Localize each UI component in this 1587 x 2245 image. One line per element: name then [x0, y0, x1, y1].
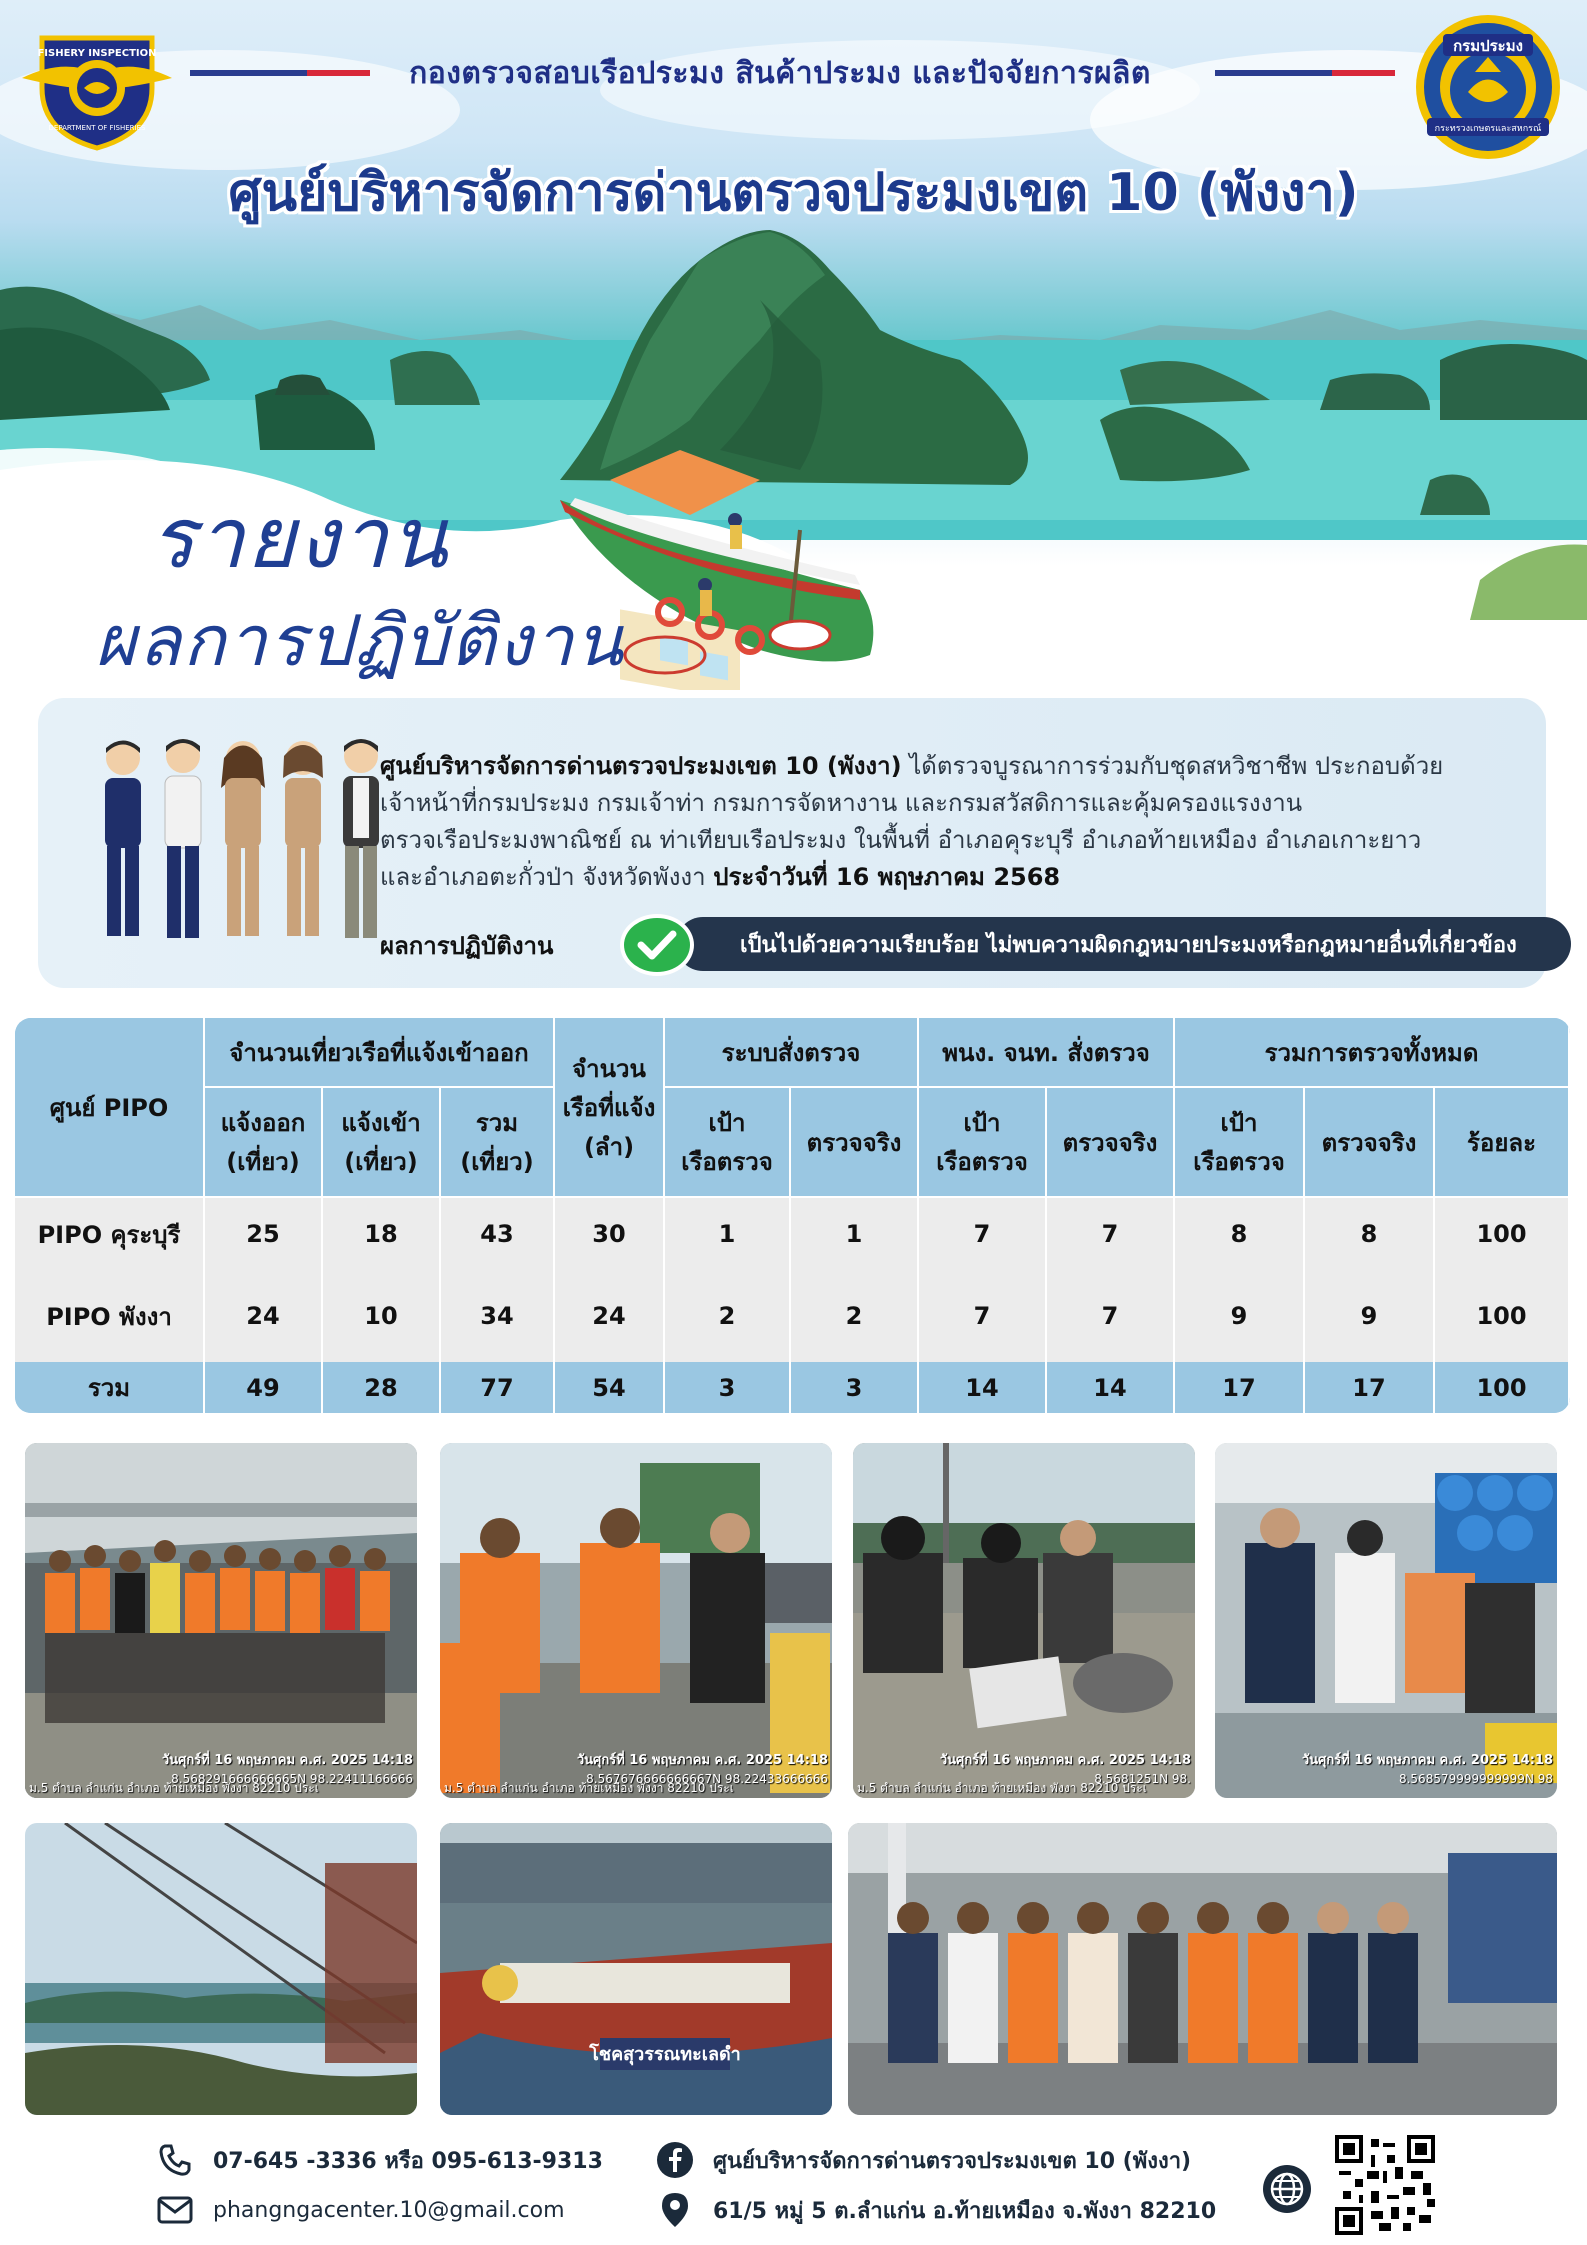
footer-address: [655, 2190, 1216, 2230]
summary-panel: [38, 698, 1546, 988]
phone-number: 07-645 -3336 หรือ 095-613-9313: [213, 2148, 603, 2174]
group-all: รวมการตรวจทั้งหมด: [1175, 1018, 1570, 1088]
photo-coordinates: 8.5681251N 98.: [1094, 1772, 1191, 1786]
logo-right-text-bottom: กระทรวงเกษตรและสหกรณ์: [1434, 124, 1542, 134]
phone-icon: [155, 2140, 195, 2180]
photo-gear-inspection: [1215, 1443, 1557, 1798]
col-total: รวม (เที่ยว): [441, 1088, 555, 1198]
col-in: แจ้งเข้า (เที่ยว): [323, 1088, 441, 1198]
hero-banner: [0, 0, 1587, 690]
facebook-page: ศูนย์บริหารจัดการด่านตรวจประมงเขต 10 (พังงา): [713, 2148, 1192, 2174]
photo-timestamp: วันศุกร์ที่ 16 พฤษภาคม ค.ศ. 2025 14:18: [939, 1753, 1191, 1768]
photo-document-check: [853, 1443, 1195, 1798]
photo-timestamp: วันศุกร์ที่ 16 พฤษภาคม ค.ศ. 2025 14:18: [576, 1753, 828, 1768]
footer-facebook: [655, 2140, 1191, 2180]
summary-line1: ได้ตรวจบูรณาการร่วมกับชุดสหวิชาชีพ ประกอบด้วย: [901, 752, 1444, 780]
photo-address: ม.5 ตำบล ลำแก่น อำเภอ ท้ายเหมือง พังงา 82210 ประเ: [444, 1781, 734, 1795]
summary-date: ประจำวันที่ 16 พฤษภาคม 2568: [713, 863, 1061, 891]
col-sys-actual: ตรวจจริง: [791, 1088, 919, 1198]
inspection-stats-table: [15, 1018, 1570, 1413]
result-label: ผลการปฏิบัติงาน: [380, 932, 554, 960]
photo-timestamp: วันศุกร์ที่ 16 พฤษภาคม ค.ศ. 2025 14:18: [1301, 1753, 1553, 1768]
qr-code[interactable]: [1335, 2135, 1435, 2235]
photo-boat-nets: [25, 1823, 417, 2115]
result-pill: [676, 917, 1571, 971]
col-sys-target: เป้า เรือตรวจ: [665, 1088, 791, 1198]
col-boats: จำนวน เรือที่แจ้ง (ลำ): [555, 1018, 665, 1198]
report-heading: รายงาน: [150, 489, 450, 587]
report-subheading: ผลการปฏิบัติงาน: [95, 600, 625, 682]
photo-address: ม.5 ตำบล ลำแก่น อำเภอ ท้ายเหมือง พังงา 82210 ประเ: [29, 1781, 319, 1795]
footer-phone: [155, 2140, 603, 2180]
location-pin-icon: [655, 2190, 695, 2230]
summary-line4: และอำเภอตะกั่วป่า จังหวัดพังงา: [380, 863, 714, 891]
photo-address: ม.5 ตำบล ลำแก่น อำเภอ ท้ายเหมือง พังงา 82210 ประเ: [857, 1781, 1147, 1795]
footer-email: [155, 2190, 565, 2230]
logo-right-text-top: กรมประมง: [1453, 37, 1523, 55]
photo-crew-lineup: [25, 1443, 417, 1798]
photo-coordinates: 8.567676666666667N 98.22433666666: [586, 1772, 828, 1786]
header-rule-right: [1215, 70, 1395, 76]
table-total-row: รวม 49 28 77 54 3 3 14 14 17 17 100: [15, 1362, 1570, 1413]
photo-coordinates: 8.568579999999999N 98: [1398, 1772, 1553, 1786]
email-icon: [155, 2190, 195, 2230]
summary-line2: เจ้าหน้าที่กรมประมง กรมเจ้าท่า กรมการจัดหางาน และกรมสวัสดิการและคุ้มครองแรงงาน: [380, 789, 1303, 817]
summary-text: [380, 748, 1530, 896]
group-trips: จำนวนเที่ยวเรือที่แจ้งเข้าออก: [205, 1018, 555, 1088]
photo-coordinates: 8.568291666666665N 98.22411166666: [171, 1772, 413, 1786]
fishery-inspection-logo: [22, 18, 172, 153]
boat-name-label: โชคสุวรรณทะเลดำ: [589, 2044, 741, 2065]
logo-left-text-top: FISHERY INSPECTION: [37, 48, 157, 59]
col-off-actual: ตรวจจริง: [1047, 1088, 1175, 1198]
col-percent: ร้อยละ: [1435, 1088, 1570, 1198]
col-center: ศูนย์ PIPO: [15, 1018, 205, 1198]
photo-fishing-boat: [440, 1823, 832, 2115]
officers-illustration: [93, 728, 393, 958]
photo-timestamp: วันศุกร์ที่ 16 พฤษภาคม ค.ศ. 2025 14:18: [161, 1753, 413, 1768]
globe-icon: [1262, 2164, 1312, 2214]
address-text: 61/5 หมู่ 5 ต.ลำแก่น อ.ท้ายเหมือง จ.พังงา 82210: [713, 2198, 1217, 2224]
summary-line3: ตรวจเรือประมงพาณิชย์ ณ ท่าเทียบเรือประมง ในพื้นที่ อำเภอคุระบุรี อำเภอท้ายเหมือง อำเภอเกาะยาว: [380, 826, 1422, 854]
check-icon: [620, 914, 694, 976]
table-row: PIPO พังงา 24 10 34 24 2 2 7 7 9 9 100: [15, 1270, 1570, 1362]
email-address: phangngacenter.10@gmail.com: [213, 2197, 565, 2223]
summary-org: ศูนย์บริหารจัดการด่านตรวจประมงเขต 10 (พังงา): [380, 752, 902, 780]
org-line: กองตรวจสอบเรือประมง สินค้าประมง และปัจจัยการผลิต: [409, 56, 1151, 91]
col-all-target: เป้า เรือตรวจ: [1175, 1088, 1305, 1198]
table-row: PIPO คุระบุรี 25 18 43 30 1 1 7 7 8 8 100: [15, 1198, 1570, 1270]
photo-group-crew: [848, 1823, 1557, 2115]
col-off-target: เป้า เรือตรวจ: [919, 1088, 1047, 1198]
department-of-fisheries-seal: [1413, 12, 1563, 162]
group-system: ระบบสั่งตรวจ: [665, 1018, 919, 1088]
photo-officer-briefing: [440, 1443, 832, 1798]
col-all-actual: ตรวจจริง: [1305, 1088, 1435, 1198]
result-text: เป็นไปด้วยความเรียบร้อย ไม่พบความผิดกฎหมายประมงหรือกฎหมายอื่นที่เกี่ยวข้อง: [740, 932, 1517, 958]
group-officer: พนง. จนท. สั่งตรวจ: [919, 1018, 1175, 1088]
logo-left-text-bottom: DEPARTMENT OF FISHERIES: [48, 124, 146, 132]
page-title: ศูนย์บริหารจัดการด่านตรวจประมงเขต 10 (พังงา): [228, 163, 1359, 223]
facebook-icon: [655, 2140, 695, 2180]
col-out: แจ้งออก (เที่ยว): [205, 1088, 323, 1198]
